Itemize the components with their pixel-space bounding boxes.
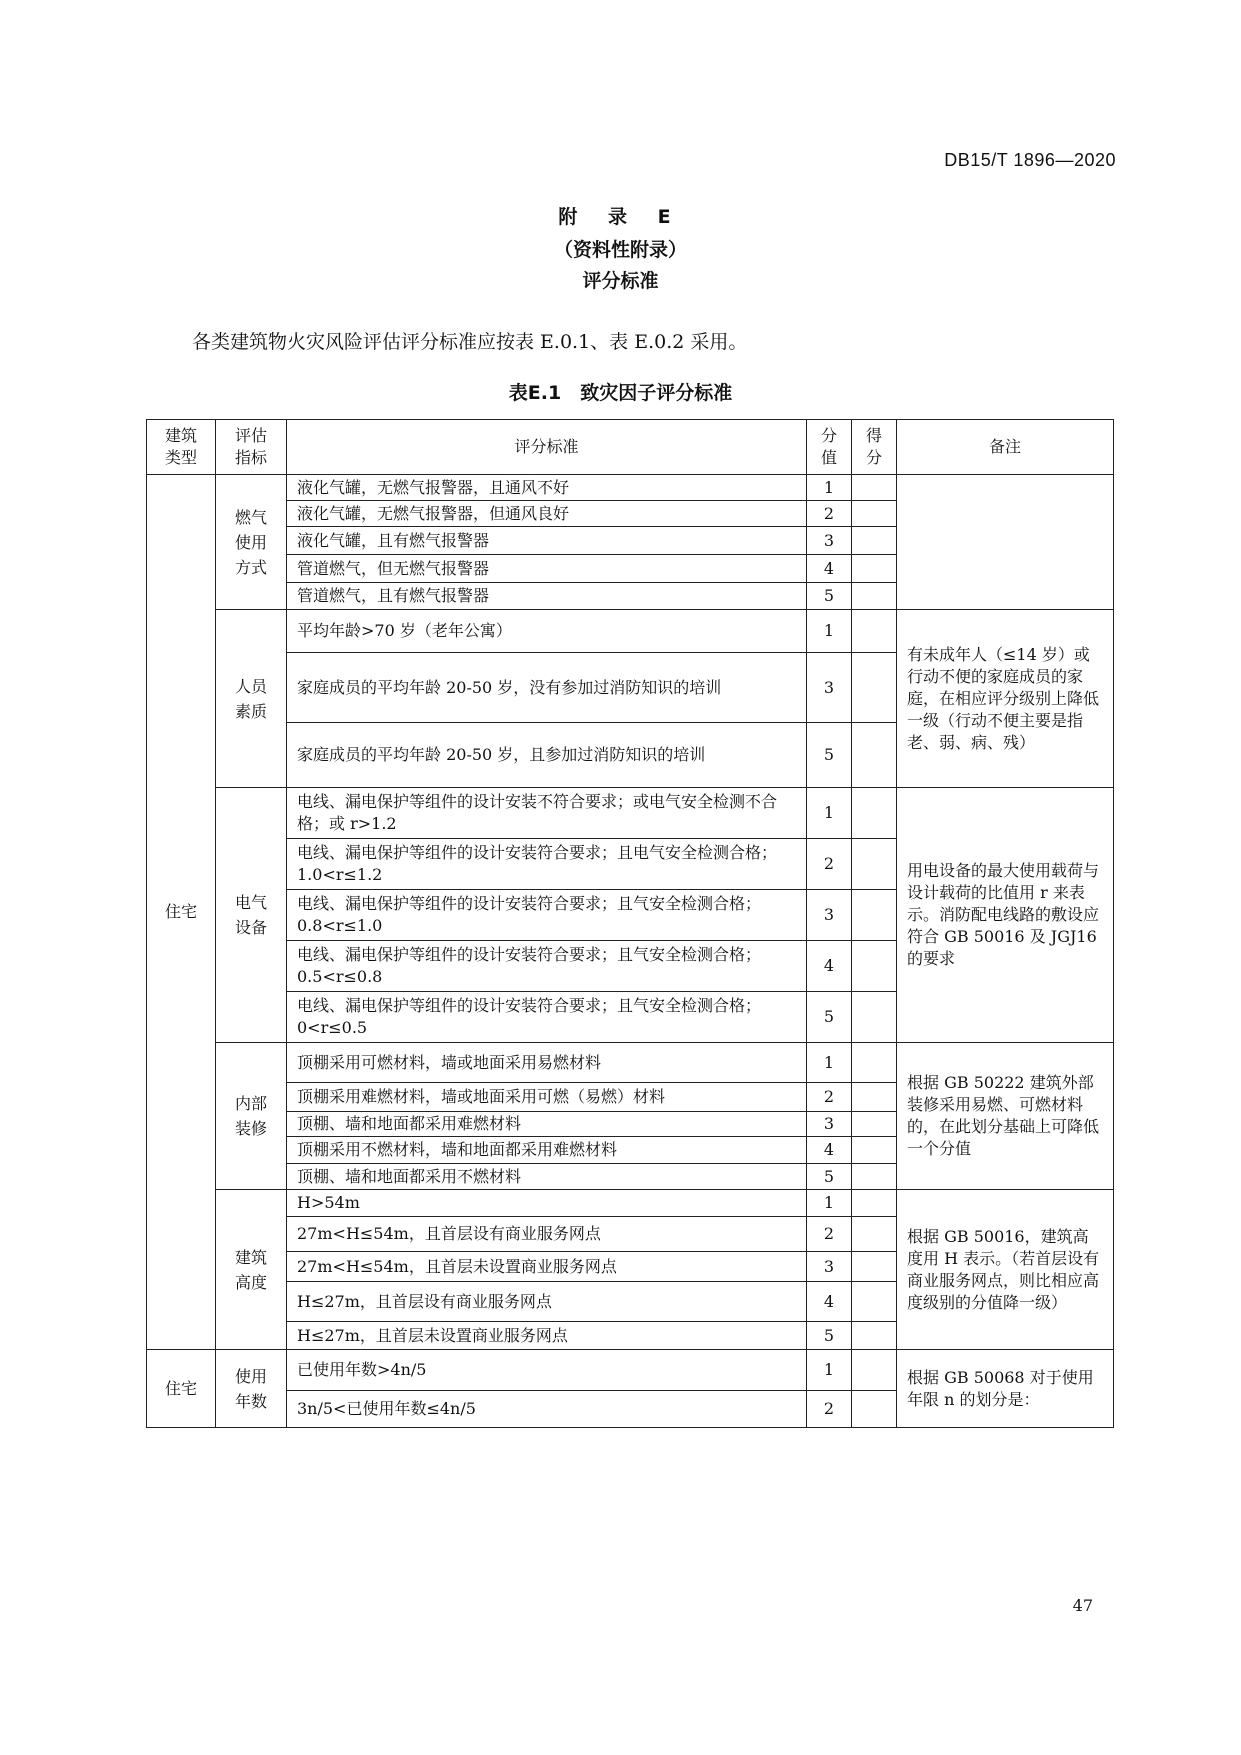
criteria-cell: H≤27m，且首层未设置商业服务网点 — [287, 1322, 807, 1350]
document-code: DB15/T 1896—2020 — [944, 150, 1116, 170]
points-cell: 5 — [807, 1164, 852, 1190]
criteria-cell: 电线、漏电保护等组件的设计安装符合要求；且气安全检测合格；0.8<r≤1.0 — [287, 890, 807, 941]
remark-cell — [897, 475, 1114, 610]
building-type-cell: 住宅 — [147, 1350, 216, 1428]
points-cell: 1 — [807, 475, 852, 501]
points-cell: 1 — [807, 1043, 852, 1083]
score-cell[interactable] — [852, 992, 897, 1043]
points-cell: 3 — [807, 1252, 852, 1282]
scoring-table — [146, 419, 1114, 1428]
criteria-cell: H≤27m，且首层设有商业服务网点 — [287, 1282, 807, 1322]
score-cell[interactable] — [852, 1252, 897, 1282]
points-cell: 2 — [807, 1217, 852, 1252]
score-cell[interactable] — [852, 1350, 897, 1391]
table-row — [147, 610, 1114, 653]
indicator-cell: 人员素质 — [216, 610, 287, 788]
points-cell: 4 — [807, 1282, 852, 1322]
points-cell: 1 — [807, 610, 852, 653]
score-cell[interactable] — [852, 839, 897, 890]
points-cell: 5 — [807, 583, 852, 610]
points-cell: 4 — [807, 555, 852, 583]
points-cell: 3 — [807, 1112, 852, 1137]
appendix-name: 评分标准 — [582, 270, 659, 292]
criteria-cell: 顶棚采用不燃材料，墙和地面都采用难燃材料 — [287, 1137, 807, 1164]
points-cell: 2 — [807, 839, 852, 890]
points-cell: 5 — [807, 992, 852, 1043]
score-cell[interactable] — [852, 653, 897, 723]
score-cell[interactable] — [852, 1164, 897, 1190]
criteria-cell: H>54m — [287, 1190, 807, 1217]
table-header-row — [147, 420, 1114, 475]
intro-paragraph: 各类建筑物火灾风险评估评分标准应按表 E.0.1、表 E.0.2 采用。 — [192, 331, 748, 353]
table-row — [147, 1350, 1114, 1391]
header-points: 分值 — [807, 420, 852, 475]
criteria-cell: 家庭成员的平均年龄 20-50 岁，没有参加过消防知识的培训 — [287, 653, 807, 723]
criteria-cell: 电线、漏电保护等组件的设计安装符合要求；且电气安全检测合格；1.0<r≤1.2 — [287, 839, 807, 890]
points-cell: 4 — [807, 941, 852, 992]
points-cell: 5 — [807, 723, 852, 788]
indicator-cell: 电气设备 — [216, 788, 287, 1043]
points-cell: 3 — [807, 653, 852, 723]
score-cell[interactable] — [852, 788, 897, 839]
remark-cell: 有未成年人（≤14 岁）或行动不便的家庭成员的家庭，在相应评分级别上降低一级（行动不便主要是指老、弱、病、残） — [897, 610, 1114, 788]
header-remark: 备注 — [897, 420, 1114, 475]
table-caption: 表E.1 致灾因子评分标准 — [508, 382, 733, 404]
table-row — [147, 1043, 1114, 1083]
criteria-cell: 3n/5<已使用年数≤4n/5 — [287, 1391, 807, 1428]
points-cell: 1 — [807, 788, 852, 839]
criteria-cell: 27m<H≤54m，且首层设有商业服务网点 — [287, 1217, 807, 1252]
points-cell: 2 — [807, 1391, 852, 1428]
score-cell[interactable] — [852, 583, 897, 610]
points-cell: 4 — [807, 1137, 852, 1164]
page-number: 47 — [1072, 1596, 1093, 1615]
score-cell[interactable] — [852, 1391, 897, 1428]
points-cell: 2 — [807, 1083, 852, 1112]
score-cell[interactable] — [852, 475, 897, 501]
indicator-cell: 使用年数 — [216, 1350, 287, 1428]
points-cell: 1 — [807, 1190, 852, 1217]
score-cell[interactable] — [852, 1137, 897, 1164]
criteria-cell: 顶棚采用可燃材料，墙或地面采用易燃材料 — [287, 1043, 807, 1083]
appendix-title: 附 录 E — [558, 206, 683, 228]
score-cell[interactable] — [852, 1282, 897, 1322]
points-cell: 1 — [807, 1350, 852, 1391]
score-cell[interactable] — [852, 1112, 897, 1137]
remark-cell: 根据 GB 50068 对于使用年限 n 的划分是： — [897, 1350, 1114, 1428]
criteria-cell: 液化气罐，无燃气报警器，且通风不好 — [287, 475, 807, 501]
criteria-cell: 已使用年数>4n/5 — [287, 1350, 807, 1391]
criteria-cell: 液化气罐，无燃气报警器，但通风良好 — [287, 501, 807, 527]
indicator-cell: 建筑高度 — [216, 1190, 287, 1350]
score-cell[interactable] — [852, 1190, 897, 1217]
table-row — [147, 1190, 1114, 1217]
remark-cell: 根据 GB 50222 建筑外部装修采用易燃、可燃材料的，在此划分基础上可降低一个分值 — [897, 1043, 1114, 1190]
criteria-cell: 平均年龄>70 岁（老年公寓） — [287, 610, 807, 653]
criteria-cell: 电线、漏电保护等组件的设计安装不符合要求；或电气安全检测不合格；或 r>1.2 — [287, 788, 807, 839]
appendix-subtitle: （资料性附录） — [553, 239, 687, 261]
points-cell: 3 — [807, 527, 852, 555]
criteria-cell: 顶棚、墙和地面都采用难燃材料 — [287, 1112, 807, 1137]
criteria-cell: 顶棚、墙和地面都采用不燃材料 — [287, 1164, 807, 1190]
criteria-cell: 顶棚采用难燃材料，墙或地面采用可燃（易燃）材料 — [287, 1083, 807, 1112]
table-row — [147, 475, 1114, 501]
header-score: 得分 — [852, 420, 897, 475]
remark-cell: 根据 GB 50016，建筑高度用 H 表示。（若首层设有商业服务网点，则比相应高度级别的分值降一级） — [897, 1190, 1114, 1350]
score-cell[interactable] — [852, 1083, 897, 1112]
score-cell[interactable] — [852, 1043, 897, 1083]
criteria-cell: 电线、漏电保护等组件的设计安装符合要求；且气安全检测合格；0<r≤0.5 — [287, 992, 807, 1043]
criteria-cell: 液化气罐，且有燃气报警器 — [287, 527, 807, 555]
building-type-cell: 住宅 — [147, 475, 216, 1350]
score-cell[interactable] — [852, 723, 897, 788]
criteria-cell: 27m<H≤54m，且首层未设置商业服务网点 — [287, 1252, 807, 1282]
points-cell: 5 — [807, 1322, 852, 1350]
points-cell: 2 — [807, 501, 852, 527]
header-criteria: 评分标准 — [287, 420, 807, 475]
criteria-cell: 家庭成员的平均年龄 20-50 岁，且参加过消防知识的培训 — [287, 723, 807, 788]
remark-cell: 用电设备的最大使用载荷与设计载荷的比值用 r 来表示。消防配电线路的敷设应符合 GB 50016 及 JGJ16 的要求 — [897, 788, 1114, 1043]
score-cell[interactable] — [852, 890, 897, 941]
criteria-cell: 管道燃气，且有燃气报警器 — [287, 583, 807, 610]
score-cell[interactable] — [852, 555, 897, 583]
criteria-cell: 电线、漏电保护等组件的设计安装符合要求；且气安全检测合格；0.5<r≤0.8 — [287, 941, 807, 992]
header-indicator: 评估指标 — [216, 420, 287, 475]
table-row — [147, 788, 1114, 839]
score-cell[interactable] — [852, 501, 897, 527]
score-cell[interactable] — [852, 610, 897, 653]
score-cell[interactable] — [852, 1322, 897, 1350]
score-cell[interactable] — [852, 1217, 897, 1252]
header-type: 建筑类型 — [147, 420, 216, 475]
score-cell[interactable] — [852, 941, 897, 992]
points-cell: 3 — [807, 890, 852, 941]
criteria-cell: 管道燃气，但无燃气报警器 — [287, 555, 807, 583]
score-cell[interactable] — [852, 527, 897, 555]
indicator-cell: 燃气使用方式 — [216, 475, 287, 610]
indicator-cell: 内部装修 — [216, 1043, 287, 1190]
